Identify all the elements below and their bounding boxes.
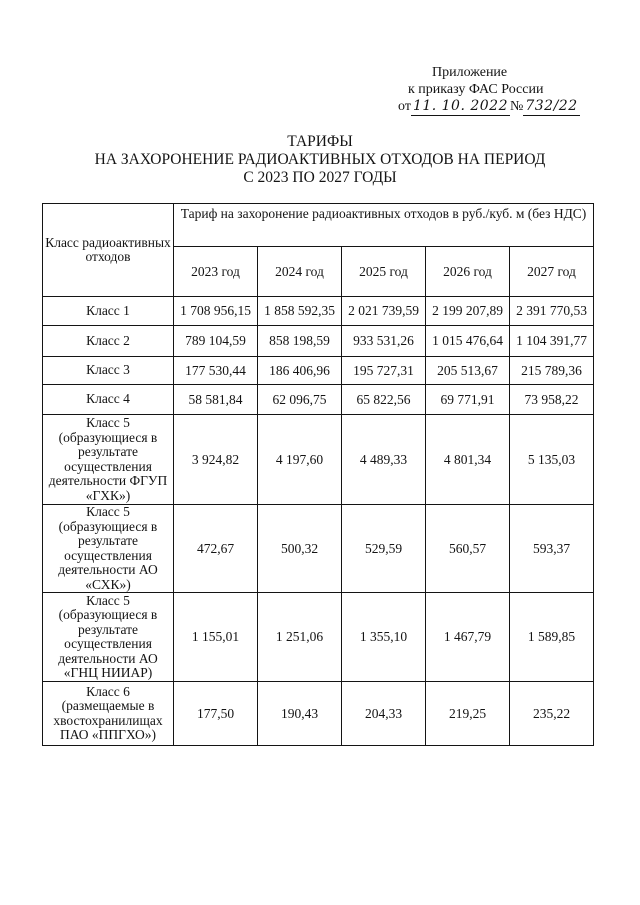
tariff-cell: 235,22 (510, 682, 594, 746)
tariff-cell: 789 104,59 (174, 326, 258, 357)
year-header: 2025 год (342, 247, 426, 297)
tariff-cell: 2 391 770,53 (510, 297, 594, 326)
table-row (43, 297, 594, 326)
class-cell: Класс 3 (43, 357, 174, 385)
title-line-1: ТАРИФЫ (287, 133, 353, 150)
class-column-header: Класс радиоактивных отходов (43, 204, 174, 297)
class-cell: Класс 5 (образующиеся в результате осуществления деятельности АО «СХК») (43, 505, 174, 593)
tariff-cell: 3 924,82 (174, 415, 258, 505)
year-header: 2023 год (174, 247, 258, 297)
tariff-cell: 5 135,03 (510, 415, 594, 505)
tariff-cell: 1 708 956,15 (174, 297, 258, 326)
tariff-cell: 204,33 (342, 682, 426, 746)
tariff-cell: 529,59 (342, 505, 426, 593)
tariff-cell: 62 096,75 (258, 385, 342, 415)
tariff-cell: 65 822,56 (342, 385, 426, 415)
tariff-cell: 69 771,91 (426, 385, 510, 415)
tariff-cell: 195 727,31 (342, 357, 426, 385)
tariff-cell: 4 801,34 (426, 415, 510, 505)
tariff-cell: 1 155,01 (174, 593, 258, 682)
from-prefix: от (398, 99, 411, 114)
tariff-cell: 190,43 (258, 682, 342, 746)
tariff-cell: 858 198,59 (258, 326, 342, 357)
table-row (43, 326, 594, 357)
class-cell: Класс 4 (43, 385, 174, 415)
appendix-date-number (380, 98, 600, 116)
tariff-cell: 560,57 (426, 505, 510, 593)
table-row (43, 357, 594, 385)
handwritten-number: 732/22 (525, 98, 578, 114)
tariff-cell: 500,32 (258, 505, 342, 593)
header-row (43, 204, 594, 247)
title-line-3: С 2023 ПО 2027 ГОДЫ (243, 169, 397, 186)
tariff-cell: 1 589,85 (510, 593, 594, 682)
handwritten-date: 11. 10. 2022 (412, 98, 508, 114)
class-cell: Класс 1 (43, 297, 174, 326)
tariff-cell: 186 406,96 (258, 357, 342, 385)
tariff-cell: 58 581,84 (174, 385, 258, 415)
class-cell: Класс 5 (образующиеся в результате осуществления деятельности ФГУП «ГХК») (43, 415, 174, 505)
year-header: 2024 год (258, 247, 342, 297)
appendix-header (380, 64, 600, 116)
table-row (43, 415, 594, 505)
tariff-cell: 1 355,10 (342, 593, 426, 682)
class-cell: Класс 2 (43, 326, 174, 357)
tariff-cell: 177 530,44 (174, 357, 258, 385)
tariff-cell: 1 858 592,35 (258, 297, 342, 326)
tariff-cell: 1 015 476,64 (426, 326, 510, 357)
appendix-order-reference: к приказу ФАС России (408, 82, 544, 97)
number-prefix: № (510, 99, 524, 114)
tariff-cell: 219,25 (426, 682, 510, 746)
title-line-2: НА ЗАХОРОНЕНИЕ РАДИОАКТИВНЫХ ОТХОДОВ НА ПЕРИОД (94, 151, 546, 168)
tariff-cell: 1 104 391,77 (510, 326, 594, 357)
tariff-table-body (43, 204, 594, 746)
tariff-cell: 215 789,36 (510, 357, 594, 385)
tariff-cell: 933 531,26 (342, 326, 426, 357)
tariff-cell: 205 513,67 (426, 357, 510, 385)
tariff-cell: 2 199 207,89 (426, 297, 510, 326)
tariff-cell: 1 467,79 (426, 593, 510, 682)
tariff-table (42, 203, 594, 746)
year-header: 2026 год (426, 247, 510, 297)
document-title (40, 133, 600, 187)
tariff-cell: 2 021 739,59 (342, 297, 426, 326)
tariff-cell: 73 958,22 (510, 385, 594, 415)
table-row (43, 682, 594, 746)
year-header: 2027 год (510, 247, 594, 297)
appendix-label: Приложение (432, 65, 508, 80)
table-row (43, 593, 594, 682)
class-cell: Класс 6 (размещаемые в хвостохранилищах ПАО «ППГХО») (43, 682, 174, 746)
tariff-cell: 4 489,33 (342, 415, 426, 505)
tariff-cell: 593,37 (510, 505, 594, 593)
tariff-cell: 1 251,06 (258, 593, 342, 682)
tariff-cell: 472,67 (174, 505, 258, 593)
table-row (43, 505, 594, 593)
tariff-cell: 177,50 (174, 682, 258, 746)
class-cell: Класс 5 (образующиеся в результате осуществления деятельности АО «ГНЦ НИИАР) (43, 593, 174, 682)
table-row (43, 385, 594, 415)
tariff-cell: 4 197,60 (258, 415, 342, 505)
tariff-group-header: Тариф на захоронение радиоактивных отходов в руб./куб. м (без НДС) (174, 204, 594, 247)
